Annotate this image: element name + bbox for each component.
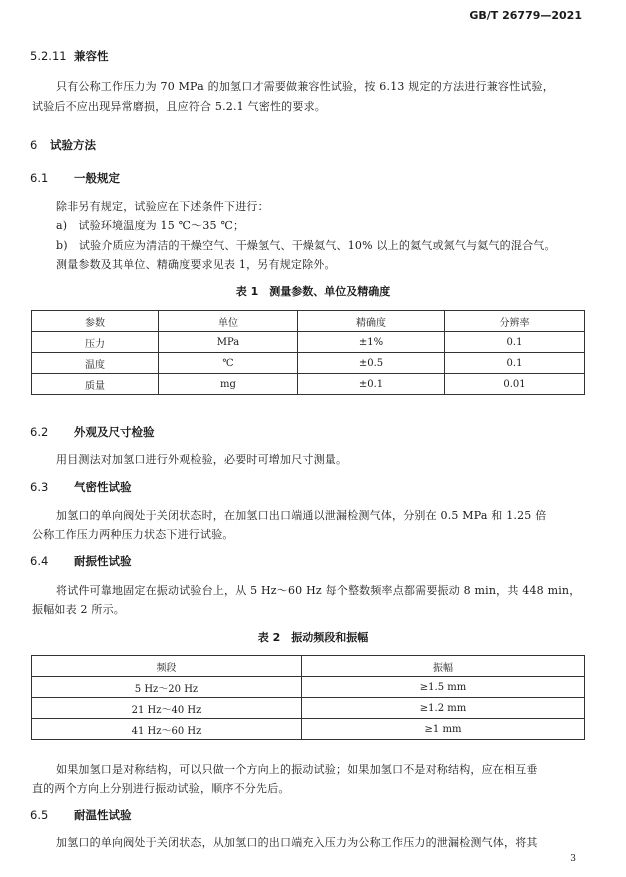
section-number: 6.4 [30, 554, 49, 568]
section-number: 5.2.11 [30, 49, 67, 63]
table-cell: 压力 [32, 332, 159, 353]
table-header-row [32, 656, 585, 677]
section-number: 6.2 [30, 425, 49, 439]
table-cell: ±0.5 [298, 353, 445, 374]
paragraph-line: 测量参数及其单位、精确度要求见表 1，另有规定除外。 [56, 258, 336, 271]
section-6-heading [30, 137, 96, 153]
standard-number: GB/T 26779—2021 [469, 9, 582, 22]
section-number: 6.1 [30, 171, 49, 185]
table-header-cell: 分辨率 [445, 311, 585, 332]
table-2-caption: 表 2 振动频段和振幅 [257, 631, 369, 644]
paragraph-line: 公称工作压力两种压力状态下进行试验。 [32, 528, 234, 541]
table-header-cell: 参数 [32, 311, 159, 332]
table-cell: ≥1 mm [302, 719, 585, 740]
table-1-caption: 表 1 测量参数、单位及精确度 [235, 285, 391, 298]
list-item-b: b) 试验介质应为清洁的干燥空气、干燥氢气、干燥氦气、10% 以上的氦气或氮气与氦气的混合气。 [56, 239, 556, 252]
table-header-cell: 精确度 [298, 311, 445, 332]
page-number: 3 [570, 854, 576, 864]
section-title: 兼容性 [74, 49, 109, 63]
paragraph-line: 试验后不应出现异常磨损，且应符合 5.2.1 气密性的要求。 [32, 100, 326, 113]
section-title: 气密性试验 [74, 480, 132, 494]
table-cell: 质量 [32, 374, 159, 395]
paragraph-line: 除非另有规定，试验应在下述条件下进行： [56, 200, 269, 213]
table-1 [31, 310, 585, 395]
section-title: 耐振性试验 [74, 554, 132, 568]
paragraph-line: 加氢口的单向阀处于关闭状态，从加氢口的出口端充入压力为公称工作压力的泄漏检测气体，将其 [56, 836, 538, 849]
table-row [32, 698, 585, 719]
table-cell: 21 Hz～40 Hz [32, 698, 302, 719]
table-header-cell: 频段 [32, 656, 302, 677]
table-row [32, 719, 585, 740]
section-6-2-heading [30, 424, 155, 440]
table-cell: 0.1 [445, 353, 585, 374]
table-cell: 41 Hz～60 Hz [32, 719, 302, 740]
table-2 [31, 655, 585, 740]
table-cell: ℃ [159, 353, 298, 374]
table-cell: 5 Hz～20 Hz [32, 677, 302, 698]
section-6-4-heading [30, 553, 132, 569]
section-title: 一般规定 [74, 171, 120, 185]
table-cell: 0.01 [445, 374, 585, 395]
table-cell: ±0.1 [298, 374, 445, 395]
table-cell: MPa [159, 332, 298, 353]
paragraph-line: 如果加氢口是对称结构，可以只做一个方向上的振动试验；如果加氢口不是对称结构，应在相互垂 [56, 763, 538, 776]
section-6-3-heading [30, 479, 132, 495]
paragraph-line: 振幅如表 2 所示。 [32, 603, 125, 616]
paragraph-line: 直的两个方向上分别进行振动试验，顺序不分先后。 [32, 782, 290, 795]
section-6-1-heading [30, 170, 120, 186]
section-title: 试验方法 [50, 138, 96, 152]
paragraph-line: 加氢口的单向阀处于关闭状态时，在加氢口出口端通以泄漏检测气体，分别在 0.5 MPa 和 1.25 倍 [56, 509, 547, 522]
table-header-cell: 单位 [159, 311, 298, 332]
table-row [32, 374, 585, 395]
paragraph-line: 用目测法对加氢口进行外观检验，必要时可增加尺寸测量。 [56, 453, 348, 466]
section-title: 外观及尺寸检验 [74, 425, 155, 439]
section-title: 耐温性试验 [74, 808, 132, 822]
section-5-2-11-heading [30, 48, 109, 64]
table-cell: 温度 [32, 353, 159, 374]
table-cell: 0.1 [445, 332, 585, 353]
table-cell: mg [159, 374, 298, 395]
section-number: 6.3 [30, 480, 49, 494]
table-row [32, 353, 585, 374]
paragraph-line: 将试件可靠地固定在振动试验台上，从 5 Hz～60 Hz 每个整数频率点都需要振动 8 min，共 448 min， [56, 584, 581, 597]
table-cell: ±1% [298, 332, 445, 353]
table-cell: ≥1.2 mm [302, 698, 585, 719]
table-cell: ≥1.5 mm [302, 677, 585, 698]
table-row [32, 332, 585, 353]
section-number: 6.5 [30, 808, 49, 822]
table-header-cell: 振幅 [302, 656, 585, 677]
list-item-a: a) 试验环境温度为 15 ℃～35 ℃； [56, 219, 245, 232]
table-header-row [32, 311, 585, 332]
section-6-5-heading [30, 807, 132, 823]
table-row [32, 677, 585, 698]
paragraph-line: 只有公称工作压力为 70 MPa 的加氢口才需要做兼容性试验，按 6.13 规定的方法进行兼容性试验， [56, 80, 554, 93]
section-number: 6 [30, 138, 38, 152]
